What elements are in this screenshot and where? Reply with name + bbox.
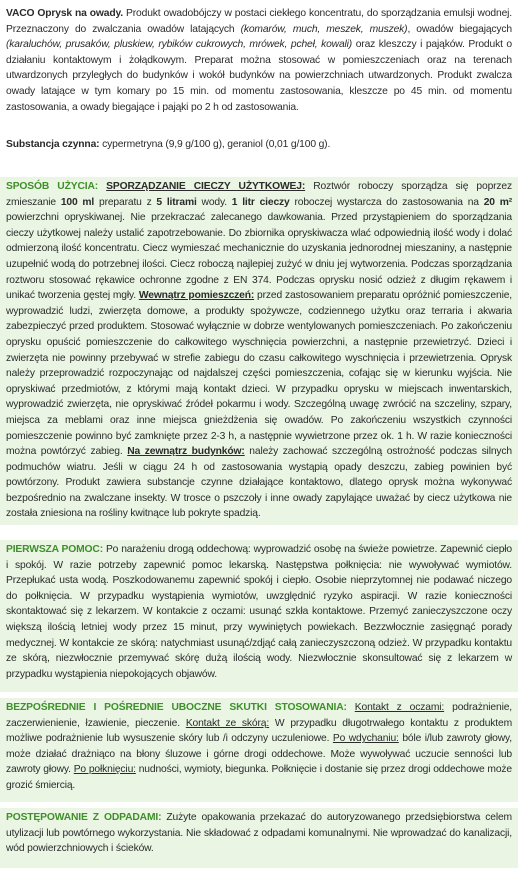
outdoor-label: Na zewnątrz budynków: [127,446,245,458]
usage-section [0,177,518,525]
product-paragraph [6,6,512,115]
product-text-1: Produkt owadobójczy w postaci ciekłego koncentratu, do sporządzania emulsji wodnej. Przeznaczony do zwalczania owadów latających [6,8,512,35]
usage-text-7: należy zachować szczególną ostrożność podczas silnych podmuchów wiatru. Jeśli w ciągu 24 h od zastosowania wystąpią opady deszczu, zabieg powinien być powtórzony. Produkt zawiera substancje czynne działające kontaktowo, dlatego oprysk można wykonywać bezpośrednio na zwalczane insekty. W trosce o pszczoły i inne owady zapylające uważać by ciecz użytkowa nie została zniesiona na rośliny kwitnące lub pokryte spadzią. [6,446,512,520]
waste-section [0,808,518,868]
swallowing-label: Po połknięciu: [73,764,136,776]
usage-text-5: powierzchni opryskiwanej. Nie przekraczać zalecanego dawkowania. Przed przystąpieniem do sporządzania cieczy użytkowej należy ustalić zapotrzebowanie. Do zbiornika opryskiwacza wlać odpowiednią ilość wody i dolać odmierzoną ilość koncentratu. Ciecz wymieszać mechanicznie do uzyskania jednorodnej mieszaniny, a następnie uzupełnić wodą do potrzebnej ilości. Ciecz roboczą najlepiej zużyć w dniu jej wytworzenia. Podczas sporządzania roztworu stosować rękawice ochronne zgodne z EN 374. Podczas oprysku nosić odzież z długim rękawem i unikać tworzenia gęstej mgły. [6,212,512,302]
usage-text-3: wody. [196,196,232,208]
product-text-3: oraz kleszczy i pająków. Produkt o działaniu kontaktowym i żołądkowym. Preparat można stosować w pomieszczeniach oraz na terenach utwardzonych przyległych do budynków i wokół budynków na powierzchniach utwardzonych. Produkt zwalcza owady latające w tym komary po 15 min. od momentu zastosowania, kleszcze po 45 min. od momentu zastosowania, a owady biegające i pająki po 2 h od zastosowania. [6,39,512,113]
effects-text-3: bóle i/lub zawroty głowy, może działać drażniąco na błony śluzowe i górne drogi oddechowe. Może wywoływać uczucie senności lub zawroty głowy. [6,733,512,776]
usage-subheading: SPORZĄDZANIE CIECZY UŻYTKOWEJ: [106,181,306,192]
product-text-2: , owadów biegających [407,23,512,35]
usage-dose-ml: 100 ml [60,196,95,208]
skin-label: Kontakt ze skórą: [185,717,270,729]
usage-text-4: roboczej wystarcza do zastosowania na [289,196,484,208]
product-description [0,6,518,115]
first-aid-text: Po narażeniu drogą oddechową: wyprowadzić osobę na świeże powietrze. Zapewnić ciepło i spokój. W razie potrzeby zapewnić pomoc lekarską. Następstwa połknięcia: nie wywoływać wymiotów. Przepłukać usta wodą. Poszkodowanemu zapewnić spokój i ciepło. Osobie nieprzytomnej nie podawać niczego do połknięcia. W przypadku wystąpienia wymiotów, uwzględnić ryzyko aspiracji. W razie konieczności skontaktować się z lekarzem. W kontakcie z oczami: usunąć szkła kontaktowe. Przemyć zanieczyszczone oczy większą ilością letniej wody przez 15 minut, przy wywiniętych powiekach. Bezzwłocznie zasięgnąć porady medycznej. W kontakcie ze skórą: natychmiast usunąć/zdjąć całą zanieczyszczoną odzież. W przypadku kontaktu ze skórą, niezwłocznie przemywać skórę dużą ilością wody. Niezwłocznie skonsultować się z lekarzem w przypadku wystąpienia niepokojących objawów. [6,544,513,680]
first-aid-section [0,540,518,692]
waste-heading: POSTĘPOWANIE Z ODPADAMI: [6,812,162,823]
effects-text-4: nudności, wymioty, biegunka. Połknięcie i dostanie się przez drogi oddechowe może grozić śmiercią. [6,764,512,791]
usage-text-2: preparatu z [94,196,157,208]
usage-area: 20 m² [483,196,512,208]
waste-text: Zużyte opakowania przekazać do autoryzowanego przedsiębiorstwa celem utylizacji lub powtórnego wykorzystania. Nie składować z odpadami komunalnymi. Nie wprowadzać do kanalizacji, wód powierzchniowych i ścieków. [6,812,512,855]
eyes-label: Kontakt z oczami: [354,702,445,713]
side-effects-section [0,698,518,802]
usage-text-1: Roztwór roboczy sporządza się poprzez zmieszanie [6,181,512,208]
running-insects-list: (karaluchów, prusaków, pluskiew, rybików cukrowych, mrówek, pcheł, kowali) [6,39,353,51]
inhalation-label: Po wdychaniu: [332,733,399,745]
usage-heading: SPOSÓB UŻYCIA: [6,181,99,192]
usage-liter: 1 litr cieczy [231,196,290,208]
flying-insects-list: (komarów, much, meszek, muszek) [240,23,408,35]
active-substance-label: Substancja czynna: [6,139,100,150]
first-aid-heading: PIERWSZA POMOC: [6,544,103,555]
product-name: VACO Oprysk na owady. [6,8,124,19]
side-effects-heading: BEZPOŚREDNIE I POŚREDNIE UBOCZNE SKUTKI STOSOWANIA: [6,702,347,713]
usage-dose-water: 5 litrami [156,196,197,208]
effects-text-1: podrażnienie, zaczerwienienie, łzawienie, pieczenie. [6,702,512,729]
effects-text-2: W przypadku długotrwałego kontaktu z produktem możliwe podrażnienie lub wysuszenie skóry lub /i odczyny uczuleniowe. [6,717,512,745]
active-substance-text: cypermetryna (9,9 g/100 g), geraniol (0,01 g/100 g). [99,139,331,150]
indoor-label: Wewnątrz pomieszczeń: [138,290,255,302]
usage-text-6: przed zastosowaniem preparatu opróżnić pomieszczenie, wyprowadzić ludzi, zwierzęta domowe, a produkty spożywcze, codziennego użytku oraz terraria i akwaria zabezpieczyć przed produktem. Stosować wyłącznie w dobrze wentylowanych pomieszczeniach. Po zakończeniu oprysku opuścić pomieszczenie do całkowitego wyschnięcia powierzchni, a następnie przewietrzyć. Dzieci i zwierzęta nie powinny przebywać w strefie zabiegu do czasu całkowitego wyschnięcia i przewietrzenia. Oprysk należy przeprowadzić rozpoczynając od najdalszej części pomieszczenia, cofając się w kierunku wyjścia. Nie opryskiwać przedmiotów, z którymi mają kontakt dzieci. W przypadku oprysku w miejscach inwentarskich, wyprowadzić zwierzęta, nie opryskiwać źródeł pokarmu i wody. Szczególną uwagę zwrócić na szczeliny, szpary, miejsca za meblami oraz inne miejsca gnieżdżenia się owadów. Po zakończeniu wszystkich czynności pomieszczenie powinno być zamknięte przez 2-3 h, a następnie wywietrzone przez ok. 1 h. W razie konieczności można powtórzyć zabieg. [6,290,512,458]
active-substance [0,137,518,153]
